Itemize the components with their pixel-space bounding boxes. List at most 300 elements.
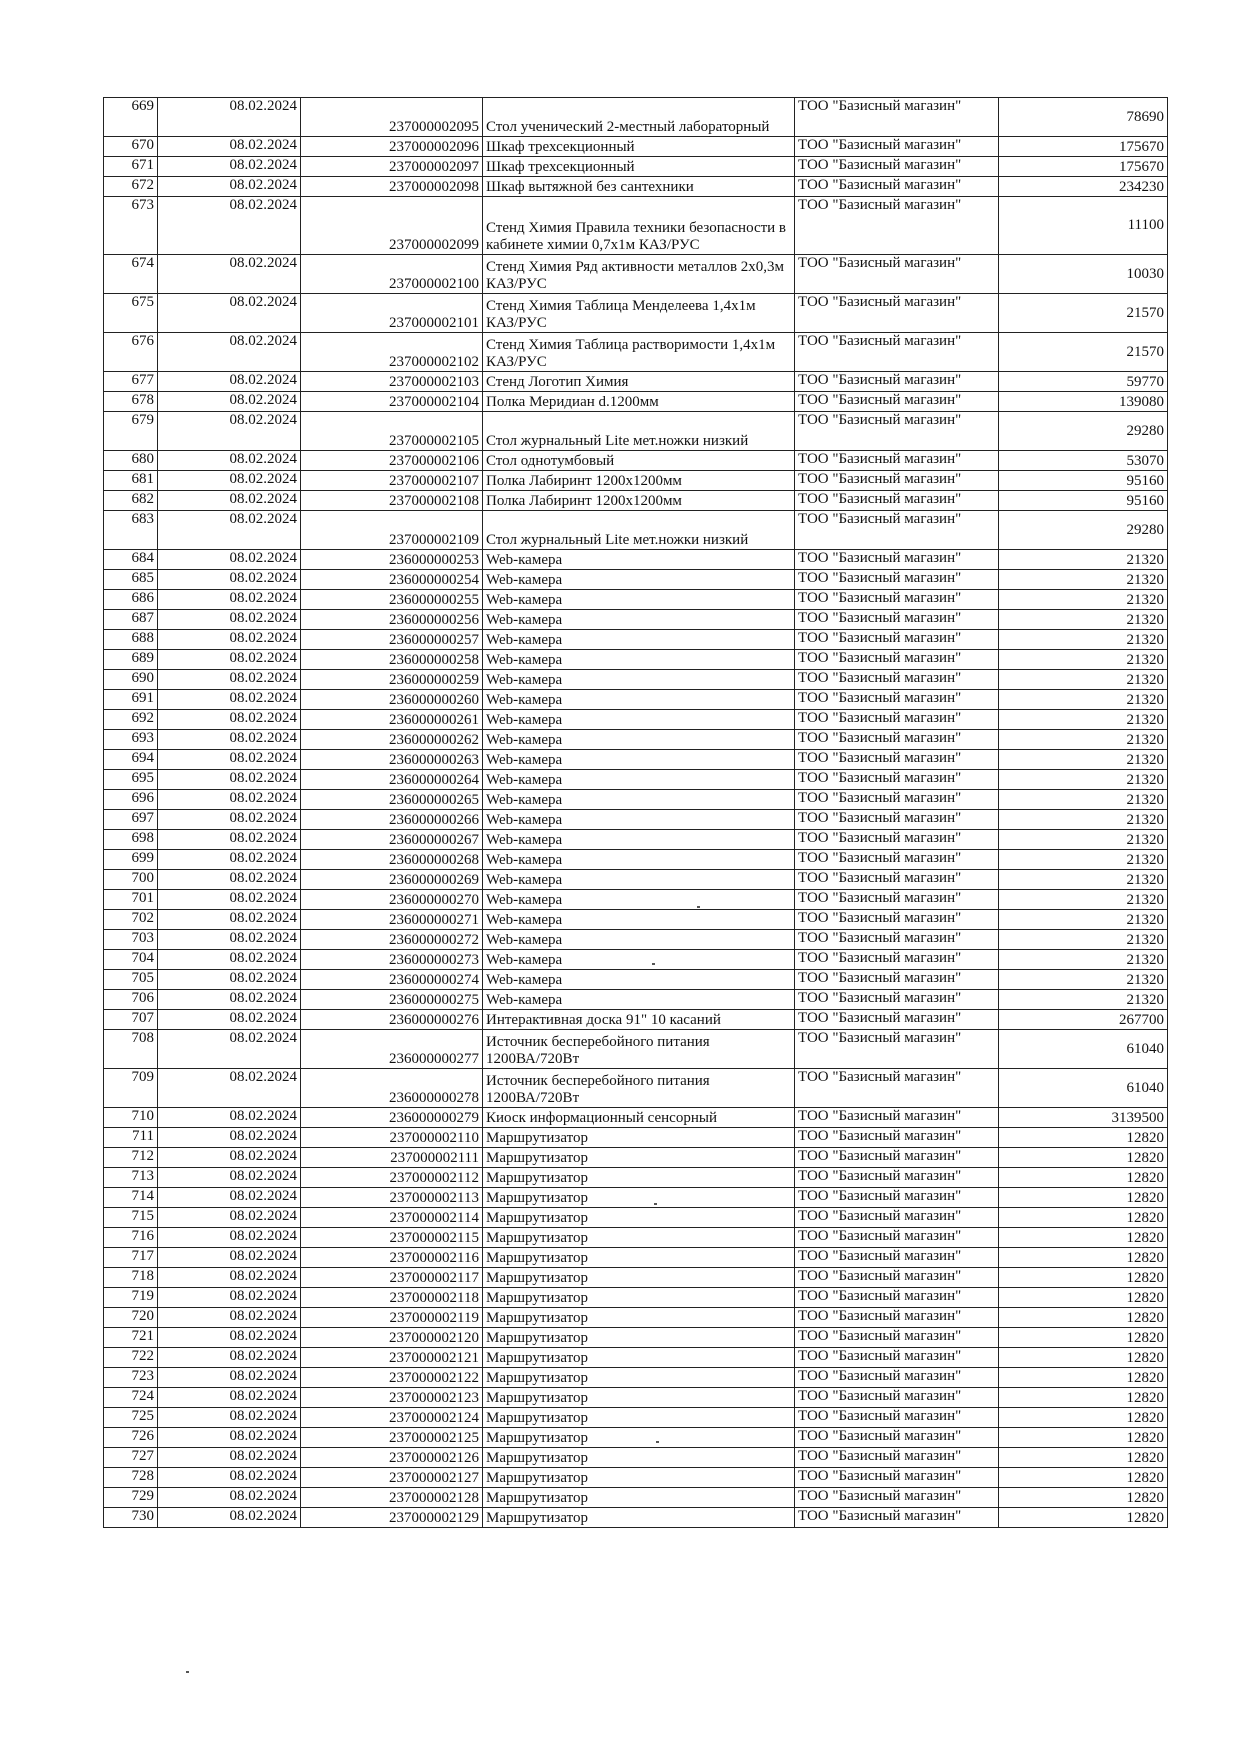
row-number: 683 — [104, 511, 158, 550]
table-row — [104, 890, 1168, 910]
row-item-name: Маршрутизатор — [483, 1268, 795, 1288]
row-number: 684 — [104, 550, 158, 570]
row-date: 08.02.2024 — [158, 690, 301, 710]
row-inventory-number: 236000000258 — [301, 650, 483, 670]
row-date: 08.02.2024 — [158, 1368, 301, 1388]
row-number: 692 — [104, 710, 158, 730]
row-item-name: Web-камера — [483, 930, 795, 950]
row-number: 696 — [104, 790, 158, 810]
row-date: 08.02.2024 — [158, 197, 301, 255]
row-amount: 12820 — [999, 1288, 1168, 1308]
table-row — [104, 790, 1168, 810]
row-date: 08.02.2024 — [158, 810, 301, 830]
row-item-name: Web-камера — [483, 750, 795, 770]
row-supplier: ТОО "Базисный магазин" — [795, 1108, 999, 1128]
table-row — [104, 451, 1168, 471]
row-date: 08.02.2024 — [158, 630, 301, 650]
row-item-name: Стол ученический 2-местный лабораторный — [483, 98, 795, 137]
row-number: 680 — [104, 451, 158, 471]
row-amount: 21320 — [999, 730, 1168, 750]
row-date: 08.02.2024 — [158, 770, 301, 790]
table-row — [104, 1448, 1168, 1468]
row-supplier: ТОО "Базисный магазин" — [795, 392, 999, 412]
table-row — [104, 730, 1168, 750]
row-number: 717 — [104, 1248, 158, 1268]
table-row — [104, 392, 1168, 412]
row-amount: 21320 — [999, 910, 1168, 930]
row-date: 08.02.2024 — [158, 1010, 301, 1030]
row-item-name: Маршрутизатор — [483, 1508, 795, 1528]
row-date: 08.02.2024 — [158, 1288, 301, 1308]
row-inventory-number: 237000002124 — [301, 1408, 483, 1428]
row-inventory-number: 236000000268 — [301, 850, 483, 870]
row-number: 710 — [104, 1108, 158, 1128]
row-item-name: Источник бесперебойного питания 1200ВА/720Вт — [483, 1069, 795, 1108]
row-amount: 12820 — [999, 1348, 1168, 1368]
row-supplier: ТОО "Базисный магазин" — [795, 511, 999, 550]
table-row — [104, 157, 1168, 177]
row-inventory-number: 236000000261 — [301, 710, 483, 730]
table-row — [104, 137, 1168, 157]
row-number: 728 — [104, 1468, 158, 1488]
row-item-name: Web-камера — [483, 610, 795, 630]
row-inventory-number: 236000000255 — [301, 590, 483, 610]
row-number: 715 — [104, 1208, 158, 1228]
row-date: 08.02.2024 — [158, 830, 301, 850]
row-item-name: Web-камера — [483, 670, 795, 690]
row-number: 703 — [104, 930, 158, 950]
row-date: 08.02.2024 — [158, 511, 301, 550]
row-item-name: Web-камера — [483, 590, 795, 610]
table-row — [104, 511, 1168, 550]
row-supplier: ТОО "Базисный магазин" — [795, 177, 999, 197]
table-row — [104, 255, 1168, 294]
row-item-name: Маршрутизатор — [483, 1388, 795, 1408]
row-inventory-number: 236000000277 — [301, 1030, 483, 1069]
row-supplier: ТОО "Базисный магазин" — [795, 333, 999, 372]
row-amount: 78690 — [999, 98, 1168, 137]
table-row — [104, 1248, 1168, 1268]
row-number: 671 — [104, 157, 158, 177]
row-item-name: Полка Лабиринт 1200х1200мм — [483, 471, 795, 491]
row-supplier: ТОО "Базисный магазин" — [795, 1348, 999, 1368]
row-date: 08.02.2024 — [158, 890, 301, 910]
row-inventory-number: 237000002108 — [301, 491, 483, 511]
row-number: 722 — [104, 1348, 158, 1368]
row-date: 08.02.2024 — [158, 98, 301, 137]
row-date: 08.02.2024 — [158, 950, 301, 970]
table-row — [104, 710, 1168, 730]
row-item-name: Web-камера — [483, 870, 795, 890]
row-item-name: Маршрутизатор — [483, 1168, 795, 1188]
row-inventory-number: 236000000269 — [301, 870, 483, 890]
row-amount: 95160 — [999, 491, 1168, 511]
asset-register-table — [103, 97, 1168, 1528]
row-number: 730 — [104, 1508, 158, 1528]
row-item-name: Web-камера — [483, 790, 795, 810]
row-supplier: ТОО "Базисный магазин" — [795, 770, 999, 790]
row-number: 685 — [104, 570, 158, 590]
row-item-name: Web-камера — [483, 890, 795, 910]
row-number: 718 — [104, 1268, 158, 1288]
row-supplier: ТОО "Базисный магазин" — [795, 890, 999, 910]
row-supplier: ТОО "Базисный магазин" — [795, 98, 999, 137]
row-item-name: Web-камера — [483, 570, 795, 590]
table-row — [104, 590, 1168, 610]
row-number: 674 — [104, 255, 158, 294]
row-date: 08.02.2024 — [158, 650, 301, 670]
row-supplier: ТОО "Базисный магазин" — [795, 1388, 999, 1408]
row-number: 714 — [104, 1188, 158, 1208]
scan-speck — [186, 1671, 189, 1673]
row-date: 08.02.2024 — [158, 610, 301, 630]
row-item-name: Маршрутизатор — [483, 1248, 795, 1268]
row-inventory-number: 236000000265 — [301, 790, 483, 810]
table-row — [104, 491, 1168, 511]
row-item-name: Маршрутизатор — [483, 1228, 795, 1248]
row-supplier: ТОО "Базисный магазин" — [795, 750, 999, 770]
row-item-name: Маршрутизатор — [483, 1468, 795, 1488]
row-date: 08.02.2024 — [158, 730, 301, 750]
row-supplier: ТОО "Базисный магазин" — [795, 197, 999, 255]
row-item-name: Киоск информационный сенсорный — [483, 1108, 795, 1128]
row-supplier: ТОО "Базисный магазин" — [795, 710, 999, 730]
row-supplier: ТОО "Базисный магазин" — [795, 1328, 999, 1348]
row-item-name: Маршрутизатор — [483, 1348, 795, 1368]
row-inventory-number: 236000000276 — [301, 1010, 483, 1030]
table-row — [104, 1328, 1168, 1348]
row-date: 08.02.2024 — [158, 1248, 301, 1268]
row-date: 08.02.2024 — [158, 451, 301, 471]
row-number: 694 — [104, 750, 158, 770]
row-date: 08.02.2024 — [158, 670, 301, 690]
row-supplier: ТОО "Базисный магазин" — [795, 550, 999, 570]
row-supplier: ТОО "Базисный магазин" — [795, 630, 999, 650]
row-date: 08.02.2024 — [158, 137, 301, 157]
row-item-name: Стол однотумбовый — [483, 451, 795, 471]
row-number: 698 — [104, 830, 158, 850]
row-supplier: ТОО "Базисный магазин" — [795, 990, 999, 1010]
row-supplier: ТОО "Базисный магазин" — [795, 790, 999, 810]
row-amount: 21320 — [999, 670, 1168, 690]
row-date: 08.02.2024 — [158, 1030, 301, 1069]
row-date: 08.02.2024 — [158, 157, 301, 177]
row-inventory-number: 237000002095 — [301, 98, 483, 137]
row-date: 08.02.2024 — [158, 870, 301, 890]
row-inventory-number: 237000002105 — [301, 412, 483, 451]
row-date: 08.02.2024 — [158, 1148, 301, 1168]
row-supplier: ТОО "Базисный магазин" — [795, 255, 999, 294]
row-inventory-number: 237000002111 — [301, 1148, 483, 1168]
table-row — [104, 1168, 1168, 1188]
row-inventory-number: 237000002118 — [301, 1288, 483, 1308]
table-row — [104, 197, 1168, 255]
table-row — [104, 910, 1168, 930]
row-inventory-number: 236000000275 — [301, 990, 483, 1010]
row-inventory-number: 236000000267 — [301, 830, 483, 850]
row-number: 697 — [104, 810, 158, 830]
row-date: 08.02.2024 — [158, 1108, 301, 1128]
row-item-name: Web-камера — [483, 810, 795, 830]
row-supplier: ТОО "Базисный магазин" — [795, 1188, 999, 1208]
row-inventory-number: 237000002103 — [301, 372, 483, 392]
row-item-name: Маршрутизатор — [483, 1288, 795, 1308]
scan-speck — [697, 906, 700, 908]
row-inventory-number: 236000000266 — [301, 810, 483, 830]
row-date: 08.02.2024 — [158, 970, 301, 990]
row-number: 721 — [104, 1328, 158, 1348]
row-amount: 21570 — [999, 294, 1168, 333]
row-number: 719 — [104, 1288, 158, 1308]
row-number: 712 — [104, 1148, 158, 1168]
row-amount: 21320 — [999, 930, 1168, 950]
row-amount: 21320 — [999, 870, 1168, 890]
row-item-name: Web-камера — [483, 990, 795, 1010]
row-number: 704 — [104, 950, 158, 970]
table-row — [104, 810, 1168, 830]
table-row — [104, 630, 1168, 650]
row-supplier: ТОО "Базисный магазин" — [795, 1128, 999, 1148]
row-date: 08.02.2024 — [158, 1069, 301, 1108]
row-number: 708 — [104, 1030, 158, 1069]
row-date: 08.02.2024 — [158, 294, 301, 333]
row-number: 687 — [104, 610, 158, 630]
row-amount: 21320 — [999, 570, 1168, 590]
row-amount: 12820 — [999, 1208, 1168, 1228]
row-date: 08.02.2024 — [158, 1508, 301, 1528]
row-amount: 21320 — [999, 990, 1168, 1010]
row-date: 08.02.2024 — [158, 177, 301, 197]
row-item-name: Маршрутизатор — [483, 1148, 795, 1168]
table-row — [104, 1428, 1168, 1448]
row-inventory-number: 237000002114 — [301, 1208, 483, 1228]
table-row — [104, 1188, 1168, 1208]
row-item-name: Стенд Химия Ряд активности металлов 2х0,3м КАЗ/РУС — [483, 255, 795, 294]
table-row — [104, 294, 1168, 333]
row-supplier: ТОО "Базисный магазин" — [795, 1268, 999, 1288]
row-inventory-number: 236000000256 — [301, 610, 483, 630]
row-date: 08.02.2024 — [158, 750, 301, 770]
row-supplier: ТОО "Базисный магазин" — [795, 1148, 999, 1168]
row-item-name: Маршрутизатор — [483, 1128, 795, 1148]
row-supplier: ТОО "Базисный магазин" — [795, 1428, 999, 1448]
row-inventory-number: 236000000259 — [301, 670, 483, 690]
row-item-name: Маршрутизатор — [483, 1428, 795, 1448]
row-date: 08.02.2024 — [158, 1188, 301, 1208]
row-item-name: Шкаф вытяжной без сантехники — [483, 177, 795, 197]
row-number: 723 — [104, 1368, 158, 1388]
row-date: 08.02.2024 — [158, 1208, 301, 1228]
row-date: 08.02.2024 — [158, 930, 301, 950]
row-amount: 12820 — [999, 1268, 1168, 1288]
table-row — [104, 98, 1168, 137]
row-supplier: ТОО "Базисный магазин" — [795, 157, 999, 177]
row-inventory-number: 236000000257 — [301, 630, 483, 650]
row-number: 709 — [104, 1069, 158, 1108]
table-row — [104, 1408, 1168, 1428]
row-amount: 175670 — [999, 137, 1168, 157]
row-date: 08.02.2024 — [158, 392, 301, 412]
row-amount: 139080 — [999, 392, 1168, 412]
row-inventory-number: 236000000263 — [301, 750, 483, 770]
row-amount: 175670 — [999, 157, 1168, 177]
row-supplier: ТОО "Базисный магазин" — [795, 930, 999, 950]
row-inventory-number: 237000002117 — [301, 1268, 483, 1288]
row-date: 08.02.2024 — [158, 710, 301, 730]
table-row — [104, 930, 1168, 950]
row-supplier: ТОО "Базисный магазин" — [795, 690, 999, 710]
table-row — [104, 1368, 1168, 1388]
row-number: 688 — [104, 630, 158, 650]
row-supplier: ТОО "Базисный магазин" — [795, 970, 999, 990]
row-inventory-number: 237000002128 — [301, 1488, 483, 1508]
row-number: 700 — [104, 870, 158, 890]
row-supplier: ТОО "Базисный магазин" — [795, 850, 999, 870]
row-amount: 12820 — [999, 1408, 1168, 1428]
row-date: 08.02.2024 — [158, 790, 301, 810]
row-supplier: ТОО "Базисный магазин" — [795, 590, 999, 610]
row-inventory-number: 237000002113 — [301, 1188, 483, 1208]
row-item-name: Web-камера — [483, 970, 795, 990]
row-amount: 21570 — [999, 333, 1168, 372]
row-number: 726 — [104, 1428, 158, 1448]
row-amount: 61040 — [999, 1069, 1168, 1108]
row-number: 707 — [104, 1010, 158, 1030]
row-item-name: Шкаф трехсекционный — [483, 137, 795, 157]
table-row — [104, 1128, 1168, 1148]
row-number: 706 — [104, 990, 158, 1010]
row-supplier: ТОО "Базисный магазин" — [795, 451, 999, 471]
row-amount: 21320 — [999, 810, 1168, 830]
row-item-name: Web-камера — [483, 730, 795, 750]
row-supplier: ТОО "Базисный магазин" — [795, 730, 999, 750]
table-row — [104, 1108, 1168, 1128]
table-row — [104, 1069, 1168, 1108]
row-supplier: ТОО "Базисный магазин" — [795, 491, 999, 511]
row-number: 682 — [104, 491, 158, 511]
row-item-name: Web-камера — [483, 770, 795, 790]
row-number: 678 — [104, 392, 158, 412]
row-item-name: Полка Меридиан d.1200мм — [483, 392, 795, 412]
row-supplier: ТОО "Базисный магазин" — [795, 1069, 999, 1108]
row-number: 681 — [104, 471, 158, 491]
row-amount: 11100 — [999, 197, 1168, 255]
row-supplier: ТОО "Базисный магазин" — [795, 1408, 999, 1428]
row-amount: 53070 — [999, 451, 1168, 471]
row-date: 08.02.2024 — [158, 1128, 301, 1148]
row-date: 08.02.2024 — [158, 550, 301, 570]
row-date: 08.02.2024 — [158, 910, 301, 930]
row-supplier: ТОО "Базисный магазин" — [795, 1168, 999, 1188]
row-date: 08.02.2024 — [158, 1408, 301, 1428]
row-amount: 21320 — [999, 790, 1168, 810]
row-number: 727 — [104, 1448, 158, 1468]
row-supplier: ТОО "Базисный магазин" — [795, 1488, 999, 1508]
table-row — [104, 1348, 1168, 1368]
row-item-name: Маршрутизатор — [483, 1408, 795, 1428]
row-item-name: Web-камера — [483, 690, 795, 710]
row-item-name: Источник бесперебойного питания 1200ВА/720Вт — [483, 1030, 795, 1069]
row-amount: 3139500 — [999, 1108, 1168, 1128]
row-amount: 21320 — [999, 750, 1168, 770]
row-amount: 12820 — [999, 1148, 1168, 1168]
row-amount: 12820 — [999, 1468, 1168, 1488]
row-number: 713 — [104, 1168, 158, 1188]
row-amount: 21320 — [999, 630, 1168, 650]
row-date: 08.02.2024 — [158, 570, 301, 590]
row-supplier: ТОО "Базисный магазин" — [795, 412, 999, 451]
row-inventory-number: 236000000273 — [301, 950, 483, 970]
row-amount: 21320 — [999, 830, 1168, 850]
row-amount: 12820 — [999, 1388, 1168, 1408]
row-supplier: ТОО "Базисный магазин" — [795, 910, 999, 930]
scan-speck — [652, 963, 655, 965]
row-amount: 12820 — [999, 1428, 1168, 1448]
row-amount: 21320 — [999, 970, 1168, 990]
row-supplier: ТОО "Базисный магазин" — [795, 1248, 999, 1268]
row-date: 08.02.2024 — [158, 372, 301, 392]
table-row — [104, 1030, 1168, 1069]
row-inventory-number: 237000002112 — [301, 1168, 483, 1188]
row-amount: 95160 — [999, 471, 1168, 491]
row-item-name: Web-камера — [483, 950, 795, 970]
row-inventory-number: 237000002096 — [301, 137, 483, 157]
row-inventory-number: 237000002101 — [301, 294, 483, 333]
row-amount: 12820 — [999, 1368, 1168, 1388]
row-item-name: Web-камера — [483, 630, 795, 650]
row-number: 720 — [104, 1308, 158, 1328]
table-row — [104, 333, 1168, 372]
row-amount: 21320 — [999, 650, 1168, 670]
row-inventory-number: 237000002106 — [301, 451, 483, 471]
row-inventory-number: 236000000271 — [301, 910, 483, 930]
row-inventory-number: 236000000270 — [301, 890, 483, 910]
row-item-name: Web-камера — [483, 710, 795, 730]
row-supplier: ТОО "Базисный магазин" — [795, 1208, 999, 1228]
row-date: 08.02.2024 — [158, 491, 301, 511]
row-number: 679 — [104, 412, 158, 451]
row-amount: 21320 — [999, 610, 1168, 630]
row-inventory-number: 237000002102 — [301, 333, 483, 372]
row-amount: 12820 — [999, 1228, 1168, 1248]
table-row — [104, 750, 1168, 770]
table-row — [104, 770, 1168, 790]
row-date: 08.02.2024 — [158, 1448, 301, 1468]
row-date: 08.02.2024 — [158, 1388, 301, 1408]
row-item-name: Маршрутизатор — [483, 1368, 795, 1388]
row-number: 677 — [104, 372, 158, 392]
row-number: 705 — [104, 970, 158, 990]
row-supplier: ТОО "Базисный магазин" — [795, 810, 999, 830]
row-amount: 21320 — [999, 950, 1168, 970]
row-inventory-number: 236000000262 — [301, 730, 483, 750]
table-row — [104, 650, 1168, 670]
table-row — [104, 177, 1168, 197]
row-supplier: ТОО "Базисный магазин" — [795, 1368, 999, 1388]
row-number: 675 — [104, 294, 158, 333]
table-body — [104, 98, 1168, 1528]
table-row — [104, 550, 1168, 570]
row-date: 08.02.2024 — [158, 1168, 301, 1188]
table-row — [104, 830, 1168, 850]
row-supplier: ТОО "Базисный магазин" — [795, 471, 999, 491]
table-row — [104, 1388, 1168, 1408]
row-inventory-number: 237000002129 — [301, 1508, 483, 1528]
row-number: 669 — [104, 98, 158, 137]
row-date: 08.02.2024 — [158, 1428, 301, 1448]
table-row — [104, 670, 1168, 690]
table-row — [104, 1508, 1168, 1528]
